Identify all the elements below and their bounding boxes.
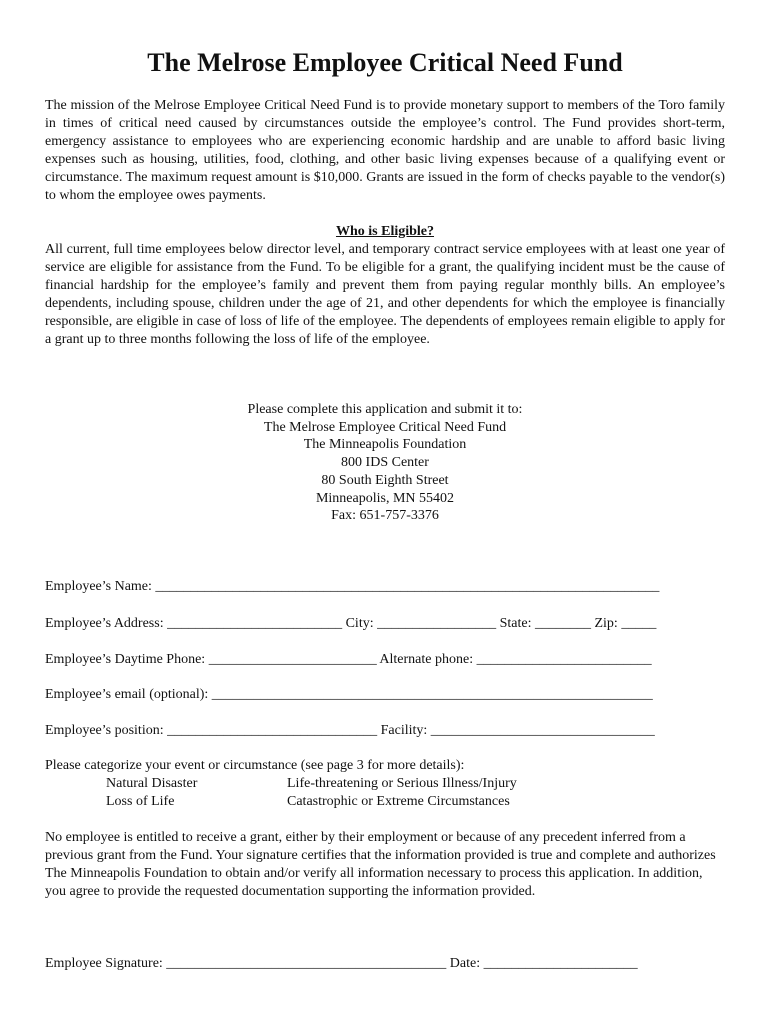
category-intro: Please categorize your event or circumstance (see page 3 for more details): xyxy=(45,758,465,773)
submission-line-city: Minneapolis, MN 55402 xyxy=(315,490,455,506)
category-natural-disaster[interactable]: Natural Disaster xyxy=(106,776,198,791)
employee-position-field[interactable]: Employee’s position: ______________________________ Facility: ________________________________ xyxy=(45,723,655,738)
eligibility-paragraph: All current, full time employees below director level, and temporary contract service employees with at least one year of service are eligible for assistance from the Fund. To be eligible for a grant, the qualifying incident must be the cause of financial hardship for the employee’s family and prevent them from paying regular monthly bills. An employee’s dependents, including spouse, children under the age of 21, and other dependents for which the employee is financially responsible, are eligible in case of loss of life of the employee. The dependents of employees remain eligible to apply for a grant up to three months following the loss of life of the employee. xyxy=(45,242,725,347)
submission-line-fund: The Melrose Employee Critical Need Fund xyxy=(263,419,507,435)
disclaimer-paragraph: No employee is entitled to receive a grant, either by their employment or because of any precedent inferred from a previous grant from the Fund. Your signature certifies that the information provided is true and complete and authorizes The Minneapolis Foundation to obtain and/or verify all information necessary to process this application. In addition, you agree to provide the requested documentation supporting the information provided. xyxy=(45,830,716,899)
employee-email-field[interactable]: Employee’s email (optional): _______________________________________________________________ xyxy=(45,687,653,702)
employee-address-field[interactable]: Employee’s Address: _________________________ City: _________________ State: ________ Zip: _____ xyxy=(45,616,657,631)
submission-fax: Fax: 651-757-3376 xyxy=(331,508,439,524)
category-illness-injury[interactable]: Life-threatening or Serious Illness/Injury xyxy=(287,776,517,791)
employee-name-field[interactable]: Employee’s Name: ________________________________________________________________________ xyxy=(45,579,660,594)
submission-line-street: 80 South Eighth Street xyxy=(321,472,449,488)
submission-address-block xyxy=(0,401,770,525)
category-catastrophic[interactable]: Catastrophic or Extreme Circumstances xyxy=(287,794,510,809)
page-title: The Melrose Employee Critical Need Fund xyxy=(147,48,623,77)
submission-line-foundation: The Minneapolis Foundation xyxy=(303,437,467,453)
category-loss-of-life[interactable]: Loss of Life xyxy=(106,794,175,809)
submission-intro: Please complete this application and submit it to: xyxy=(247,402,523,417)
employee-phone-field[interactable]: Employee’s Daytime Phone: ________________________ Alternate phone: _________________________ xyxy=(45,652,652,667)
eligibility-heading: Who is Eligible? xyxy=(335,224,435,239)
submission-line-center: 800 IDS Center xyxy=(341,455,429,471)
signature-date-field[interactable]: Employee Signature: ________________________________________ Date: ______________________ xyxy=(45,956,638,971)
mission-paragraph: The mission of the Melrose Employee Critical Need Fund is to provide monetary support to members of the Toro family in times of critical need caused by circumstances outside the employee’s control. The Fund provides short-term, emergency assistance to employees who are experiencing economic hardship and are unable to afford basic living expenses such as housing, utilities, food, clothing, and other basic living expenses because of a qualifying event or circumstance. The maximum request amount is $10,000. Grants are issued in the form of checks payable to the vendor(s) to whom the employee owes payments. xyxy=(45,98,725,203)
